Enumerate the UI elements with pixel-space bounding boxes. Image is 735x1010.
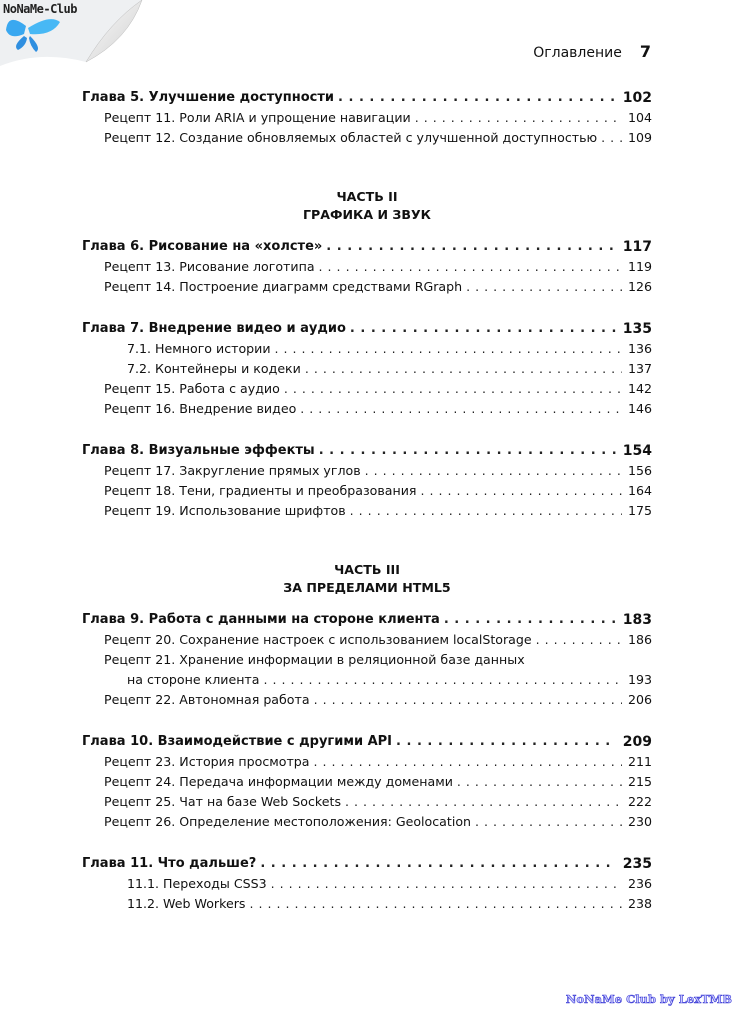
chapter-group [82, 237, 652, 297]
toc-entry[interactable] [82, 399, 652, 419]
entry-page: 235 [622, 856, 652, 872]
entry-label: Рецепт 14. Построение диаграмм средствами RGraph [104, 279, 463, 294]
entry-label: Рецепт 24. Передача информации между доменами [104, 774, 453, 789]
chapter-entry[interactable] [82, 319, 652, 339]
toc-entry[interactable] [82, 379, 652, 399]
toc-entry[interactable] [82, 461, 652, 481]
toc-entry[interactable] [82, 792, 652, 812]
entry-page: 183 [622, 612, 652, 628]
entry-page: 222 [627, 794, 652, 809]
entry-label: 7.2. Контейнеры и кодеки [127, 361, 301, 376]
entry-label: Глава 11. Что дальше? [82, 856, 257, 871]
entry-label: Рецепт 13. Рисование логотипа [104, 259, 315, 274]
toc-entry[interactable] [82, 752, 652, 772]
entry-label: Рецепт 17. Закругление прямых углов [104, 463, 361, 478]
entry-page: 206 [627, 692, 652, 707]
dot-leader [326, 237, 616, 257]
watermark: NoNaMe Club by LexTMB [565, 992, 732, 1006]
entry-label: Рецепт 11. Роли ARIA и упрощение навигации [104, 110, 411, 125]
entry-page: 136 [627, 341, 652, 356]
entry-page: 109 [627, 130, 652, 145]
entry-page: 126 [627, 279, 652, 294]
toc-entry[interactable] [82, 812, 652, 832]
toc-entry[interactable] [82, 108, 652, 128]
toc-entry[interactable] [82, 257, 652, 277]
entry-page: 215 [627, 774, 652, 789]
dot-leader [305, 359, 622, 379]
dot-leader [263, 670, 621, 690]
dot-leader [345, 792, 622, 812]
entry-page: 142 [627, 381, 652, 396]
logo-text: NoNaMe-Club [3, 2, 77, 16]
part-title: ГРАФИКА И ЗВУК [303, 207, 431, 222]
entry-page: 236 [627, 876, 652, 891]
part-number: ЧАСТЬ II [336, 189, 398, 204]
chapter-entry[interactable] [82, 610, 652, 630]
entry-page: 230 [627, 814, 652, 829]
chapter-entry[interactable] [82, 854, 652, 874]
entry-label: Рецепт 15. Работа с аудио [104, 381, 280, 396]
toc-entry[interactable] [82, 894, 652, 914]
dot-leader [457, 772, 622, 792]
site-logo [0, 0, 150, 68]
dot-leader [350, 319, 617, 339]
dot-leader [319, 441, 617, 461]
entry-page: 209 [622, 734, 652, 750]
entry-label: Рецепт 12. Создание обновляемых областей с улучшенной доступностью [104, 130, 598, 145]
dot-leader [365, 461, 622, 481]
entry-label: Рецепт 18. Тени, градиенты и преобразования [104, 483, 417, 498]
dot-leader [271, 874, 622, 894]
toc-entry[interactable] [82, 690, 652, 710]
dot-leader [421, 481, 622, 501]
chapter-entry[interactable] [82, 441, 652, 461]
running-header [533, 42, 651, 61]
dot-leader [314, 690, 622, 710]
entry-page: 156 [627, 463, 652, 478]
entry-page: 175 [627, 503, 652, 518]
dot-leader [396, 732, 617, 752]
entry-label: Рецепт 25. Чат на базе Web Sockets [104, 794, 342, 809]
dot-leader [249, 894, 622, 914]
entry-page: 211 [627, 754, 652, 769]
dot-leader [475, 812, 622, 832]
dot-leader [260, 854, 616, 874]
toc-entry[interactable] [82, 359, 652, 379]
toc-entry[interactable] [82, 650, 652, 670]
chapter-entry[interactable] [82, 237, 652, 257]
chapter-group [82, 441, 652, 521]
entry-label: 11.1. Переходы CSS3 [127, 876, 267, 891]
entry-label: 11.2. Web Workers [127, 896, 246, 911]
toc-entry[interactable] [82, 772, 652, 792]
entry-label: Глава 9. Работа с данными на стороне клиента [82, 612, 440, 627]
entry-page [624, 650, 652, 670]
part-title: ЗА ПРЕДЕЛАМИ HTML5 [283, 580, 451, 595]
dot-leader [415, 108, 622, 128]
entry-label: Рецепт 21. Хранение информации в реляционной базе данных [104, 652, 525, 667]
entry-page: 117 [622, 239, 652, 255]
entry-label: Рецепт 19. Использование шрифтов [104, 503, 346, 518]
toc-entry[interactable] [82, 501, 652, 521]
entry-label: Рецепт 20. Сохранение настроек с использованием localStorage [104, 632, 532, 647]
toc-entry[interactable] [82, 670, 652, 690]
toc-entry[interactable] [82, 630, 652, 650]
chapter-entry[interactable] [82, 88, 652, 108]
chapter-group [82, 610, 652, 710]
entry-page: 137 [627, 361, 652, 376]
entry-page: 186 [627, 632, 652, 647]
dot-leader [314, 752, 622, 772]
entry-page: 238 [627, 896, 652, 911]
toc-entry[interactable] [82, 128, 652, 148]
part-heading [82, 188, 652, 224]
page-number: 7 [639, 42, 651, 61]
entry-label: Глава 5. Улучшение доступности [82, 90, 335, 105]
chapter-group [82, 88, 652, 148]
table-of-contents [82, 88, 652, 914]
entry-label: Рецепт 22. Автономная работа [104, 692, 310, 707]
entry-label: Рецепт 26. Определение местоположения: Geolocation [104, 814, 472, 829]
dot-leader [601, 128, 622, 148]
dot-leader [536, 630, 622, 650]
entry-label: Глава 6. Рисование на «холсте» [82, 239, 323, 254]
dot-leader [466, 277, 622, 297]
chapter-entry[interactable] [82, 732, 652, 752]
dot-leader [300, 399, 622, 419]
toc-entry[interactable] [82, 874, 652, 894]
toc-entry[interactable] [82, 481, 652, 501]
entry-label: Глава 7. Внедрение видео и аудио [82, 321, 346, 336]
part-number: ЧАСТЬ III [334, 562, 400, 577]
dot-leader [444, 610, 617, 630]
part-heading [82, 561, 652, 597]
chapter-group [82, 854, 652, 914]
entry-page: 146 [627, 401, 652, 416]
entry-page: 193 [627, 672, 652, 687]
dot-leader [275, 339, 622, 359]
entry-label: Рецепт 16. Внедрение видео [104, 401, 297, 416]
entry-label: Глава 10. Взаимодействие с другими API [82, 734, 393, 749]
dot-leader [284, 379, 622, 399]
dot-leader [319, 257, 622, 277]
chapter-group [82, 732, 652, 832]
entry-label: 7.1. Немного истории [127, 341, 271, 356]
toc-entry[interactable] [82, 339, 652, 359]
entry-page: 102 [622, 90, 652, 106]
entry-label: на стороне клиента [127, 672, 260, 687]
toc-entry[interactable] [82, 277, 652, 297]
entry-page: 154 [622, 443, 652, 459]
entry-page: 164 [627, 483, 652, 498]
entry-label: Рецепт 23. История просмотра [104, 754, 310, 769]
entry-page: 119 [627, 259, 652, 274]
header-title: Оглавление [533, 45, 622, 61]
dot-leader [350, 501, 622, 521]
entry-page: 135 [622, 321, 652, 337]
dot-leader [338, 88, 617, 108]
chapter-group [82, 319, 652, 419]
entry-page: 104 [627, 110, 652, 125]
entry-label: Глава 8. Визуальные эффекты [82, 443, 315, 458]
